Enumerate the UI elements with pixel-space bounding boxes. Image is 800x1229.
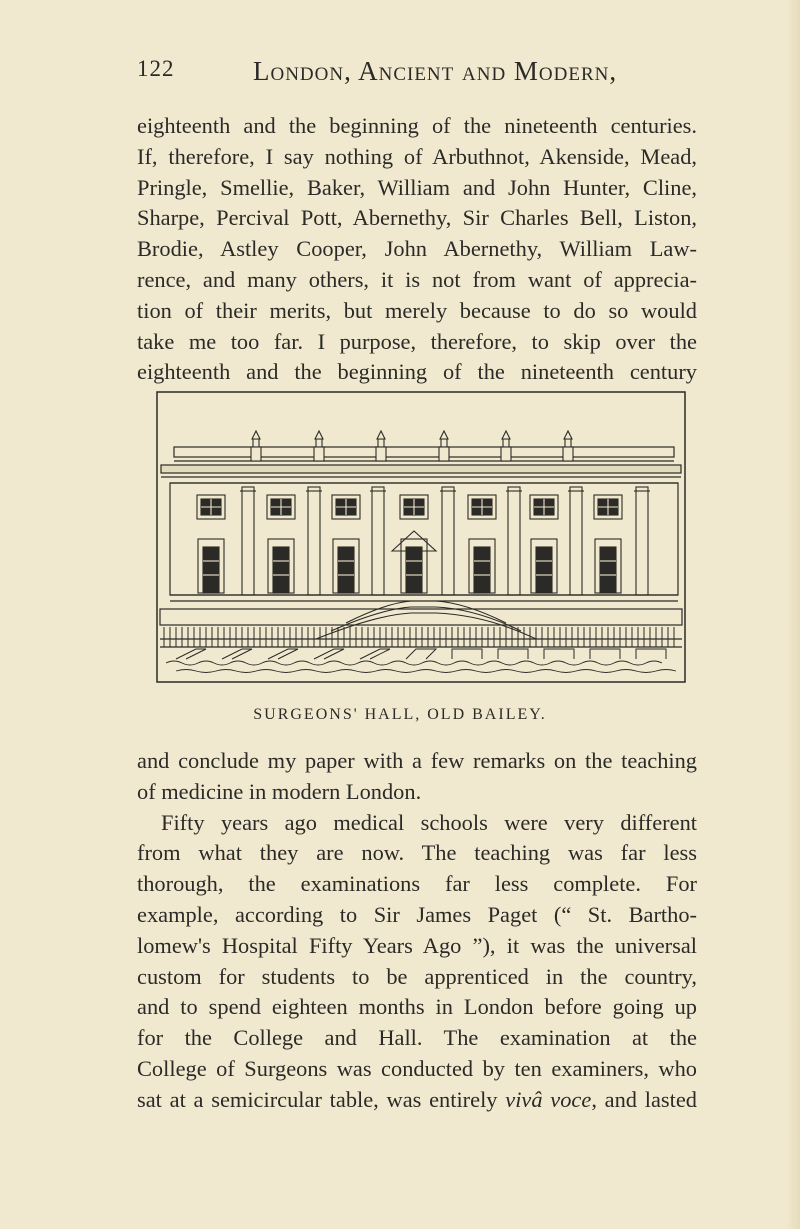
text-line: of medicine in modern London. (137, 778, 422, 804)
text-line: Sharpe, Percival Pott, Abernethy, Sir Charles Bell, Liston, (137, 205, 697, 231)
page-number: 122 (137, 56, 175, 81)
page-edge (786, 0, 800, 1229)
text-line: rence, and many others, it is not from want of apprecia- (137, 266, 697, 292)
text-line: eighteenth and the beginning of the nineteenth centuries. (137, 113, 697, 138)
text-line: and conclude my paper with a few remarks on the teaching (137, 748, 697, 773)
text-line: thorough, the examinations far less complete. For (137, 871, 697, 897)
text-line-italic-phrase: sat at a semicircular table, was entirely vivâ voce, and lasted (137, 1086, 697, 1112)
page-header (137, 56, 697, 96)
figure-caption: SURGEONS' HALL, OLD BAILEY. (253, 706, 547, 723)
text-line: lomew's Hospital Fifty Years Ago ”), it was the universal (137, 932, 697, 958)
text-line: example, according to Sir James Paget (“ St. Bartho- (137, 901, 697, 927)
surgeons-hall-illustration (156, 391, 686, 683)
text-line: Pringle, Smellie, Baker, William and John Hunter, Cline, (137, 174, 697, 200)
text-line: custom for students to be apprenticed in the country, (137, 963, 697, 989)
text-line: from what they are now. The teaching was far less (137, 840, 697, 866)
running-title: London, Ancient and Modern, (253, 56, 618, 86)
text-line: If, therefore, I say nothing of Arbuthnot, Akenside, Mead, (137, 143, 697, 169)
text-line: Brodie, Astley Cooper, John Abernethy, William Law- (137, 236, 697, 262)
paragraph-1 (137, 111, 697, 388)
paragraph-2 (137, 746, 697, 1116)
text-line: take me too far. I purpose, therefore, to skip over the (137, 328, 697, 354)
text-line: eighteenth and the beginning of the nineteenth century (137, 359, 697, 385)
text-line: for the College and Hall. The examination at the (137, 1025, 697, 1051)
text-line: and to spend eighteen months in London before going up (137, 994, 697, 1020)
text-line: tion of their merits, but merely because to do so would (137, 297, 697, 323)
text-line: College of Surgeons was conducted by ten examiners, who (137, 1055, 697, 1081)
italic-phrase: vivâ voce (505, 1086, 592, 1112)
text-line: Fifty years ago medical schools were very different (161, 809, 697, 835)
